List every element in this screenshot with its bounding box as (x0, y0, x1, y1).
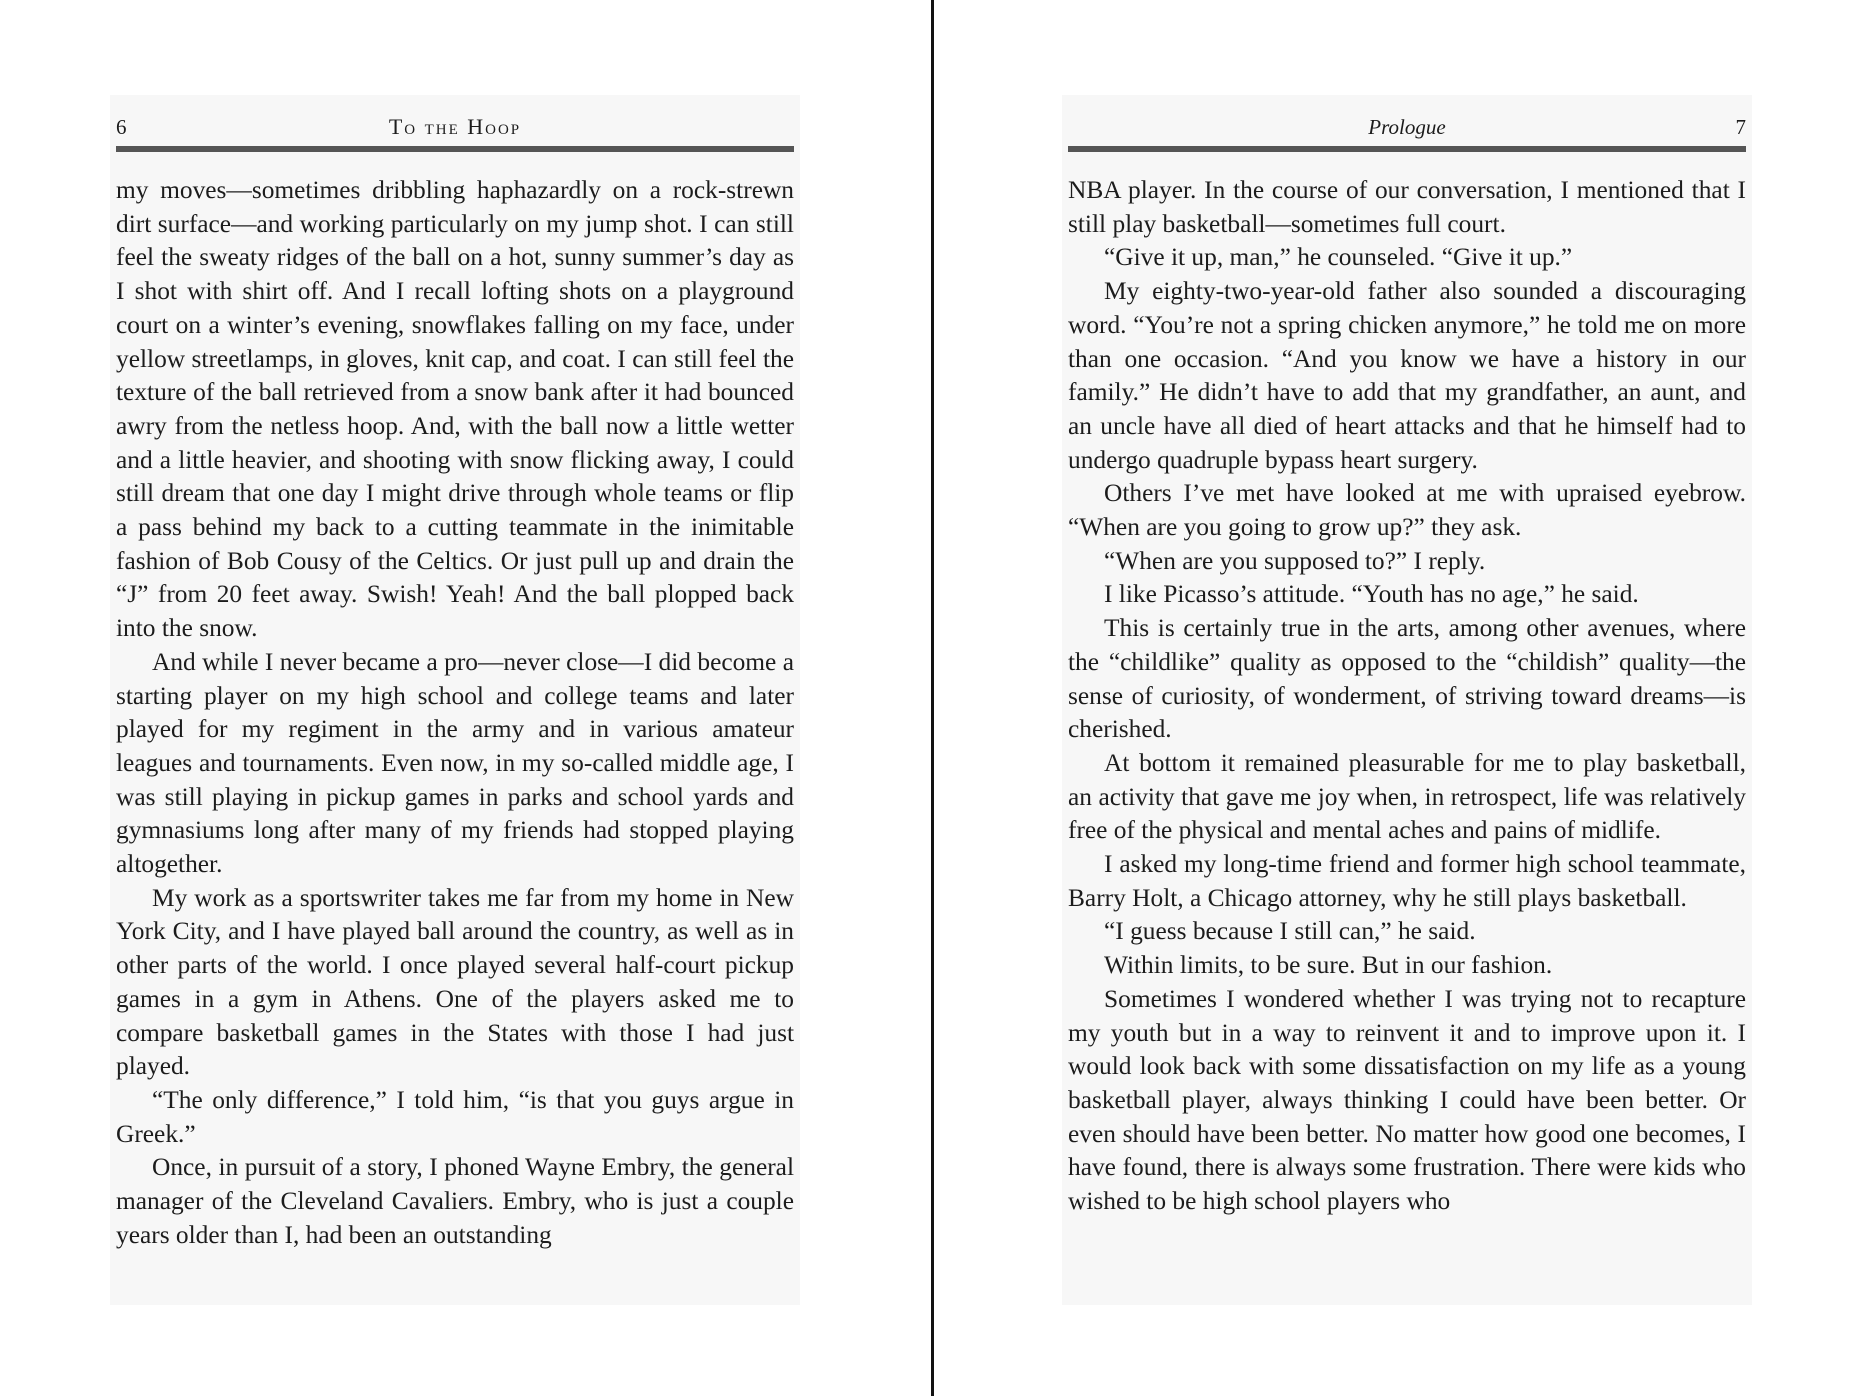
left-page-header (116, 107, 794, 147)
book-gutter (931, 0, 934, 1396)
right-page-number: 7 (1735, 115, 1746, 139)
paragraph: “When are you supposed to?” I reply. (1104, 546, 1486, 575)
left-page-number: 6 (116, 115, 127, 139)
right-page (1062, 95, 1752, 1305)
left-header-rule (116, 146, 794, 152)
paragraph: My eighty-two-year-old father also sounded a discouraging word. “You’re not a spring chicken anymore,” he told me on more than one occasion. “And you know we have a history in our family.” He didn’t have to add that my grandfather, an aunt, and an uncle have all died of heart attacks and that he himself had to undergo quadruple bypass heart surgery. (1068, 277, 1746, 474)
paragraph: Sometimes I wondered whether I was trying not to recapture my youth but in a way to reinvent it and to improve upon it. I would look back with some dissatisfaction on my life as a young basketball player, always thinking I could have been better. Or even should have been better. No matter how good one becomes, I have found, there is always some frustration. There were kids who wished to be high school players who (1068, 984, 1746, 1216)
right-page-body (1068, 174, 1746, 1219)
paragraph: “I guess because I still can,” he said. (1104, 917, 1476, 946)
paragraph: I asked my long-time friend and former high school teammate, Barry Holt, a Chicago attorney, why he still plays basketball. (1068, 850, 1746, 912)
left-page (110, 95, 800, 1305)
left-page-body (116, 174, 794, 1253)
paragraph: At bottom it remained pleasurable for me to play basketball, an activity that gave me joy when, in retrospect, life was relatively free of the physical and mental aches and pains of midlife. (1068, 748, 1746, 845)
paragraph: I like Picasso’s attitude. “Youth has no age,” he said. (1104, 580, 1639, 609)
paragraph: NBA player. In the course of our conversation, I mentioned that I still play basketball—sometimes full court. (1068, 176, 1746, 238)
paragraph: Within limits, to be sure. But in our fashion. (1104, 951, 1553, 980)
paragraph: “The only difference,” I told him, “is that you guys argue in Greek.” (116, 1085, 794, 1148)
right-header-rule (1068, 146, 1746, 152)
paragraph: my moves—sometimes dribbling haphazardly on a rock-strewn dirt surface—and working particularly on my jump shot. I can still feel the sweaty ridges of the ball on a hot, sunny summer’s day as I shot with shirt off. And I recall lofting shots on a playground court on a winter’s evening, snowflakes falling on my face, under yellow streetlamps, in gloves, knit cap, and coat. I can still feel the texture of the ball retrieved from a snow bank after it had bounced awry from the netless hoop. And, with the ball now a little wetter and a little heavier, and shooting with snow flicking away, I could still dream that one day I might drive through whole teams or flip a pass behind my back to a cutting teammate in the inimitable fashion of Bob Cousy of the Celtics. Or just pull up and drain the “J” from 20 feet away. Swish! Yeah! And the ball plopped back into the snow. (116, 176, 794, 643)
paragraph: My work as a sportswriter takes me far from my home in New York City, and I have played ball around the country, as well as in other parts of the world. I once played several half-court pickup games in a gym in Athens. One of the players asked me to compare basketball games in the States with those I had just played. (116, 883, 794, 1081)
paragraph: This is certainly true in the arts, among other avenues, where the “childlike” quality as opposed to the “childish” quality—the sense of curiosity, of wonderment, of striving toward dreams—is cherished. (1068, 614, 1746, 744)
paragraph: “Give it up, man,” he counseled. “Give it up.” (1104, 243, 1573, 272)
right-page-header (1068, 107, 1746, 147)
left-running-head: To the Hoop (388, 114, 522, 139)
paragraph: Others I’ve met have looked at me with upraised eyebrow. “When are you going to grow up?” they ask. (1068, 479, 1746, 542)
right-running-head: Prologue (1368, 115, 1446, 139)
paragraph: Once, in pursuit of a story, I phoned Wayne Embry, the general manager of the Cleveland Cavaliers. Embry, who is just a couple years older than I, had been an outstanding (116, 1153, 794, 1249)
paragraph: And while I never became a pro—never close—I did become a starting player on my high school and college teams and later played for my regiment in the army and in various amateur leagues and tournaments. Even now, in my so-called middle age, I was still playing in pickup games in parks and school yards and gymnasiums long after many of my friends had stopped playing altogether. (116, 647, 794, 879)
